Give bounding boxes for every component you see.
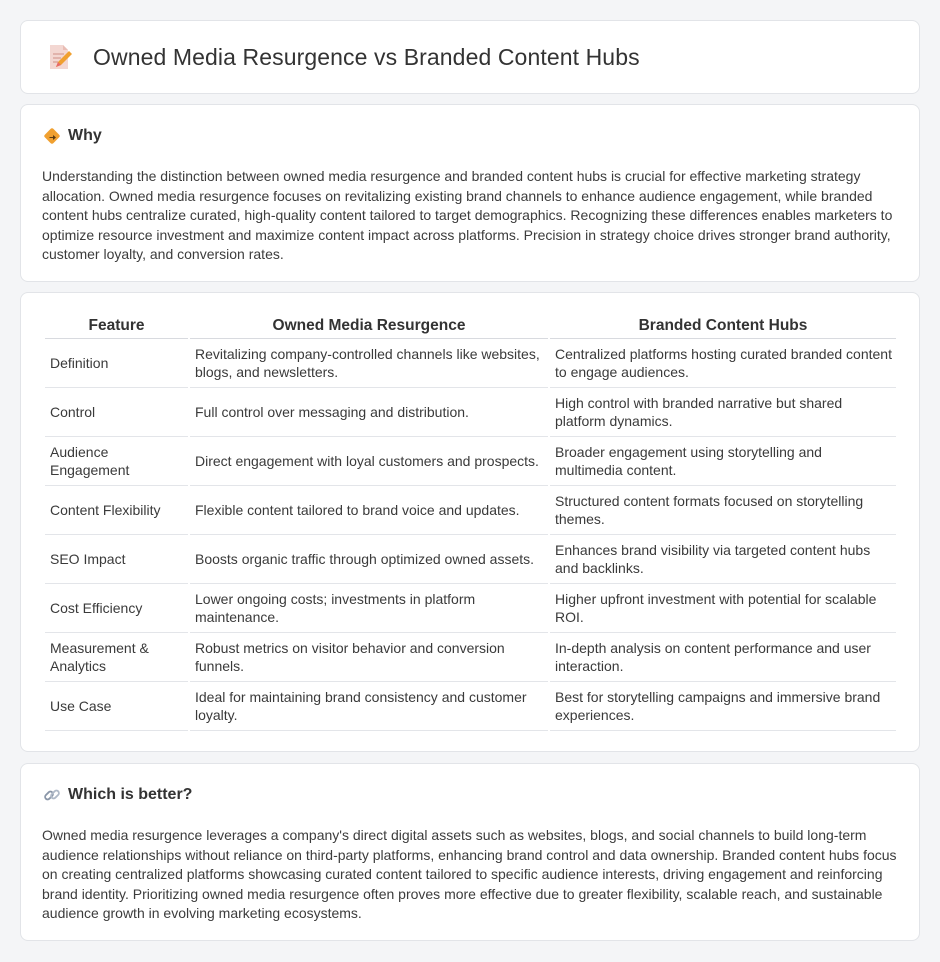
table-row — [45, 339, 896, 388]
table-row — [45, 584, 896, 633]
header-branded: Branded Content Hubs — [550, 317, 896, 339]
branded-cell: Centralized platforms hosting curated branded content to engage audiences. — [550, 339, 896, 388]
owned-cell: Lower ongoing costs; investments in platform maintenance. — [190, 584, 548, 633]
which-is-better-section — [20, 763, 920, 941]
table-header-row — [45, 317, 896, 339]
why-heading: Why — [68, 127, 102, 144]
table-row — [45, 486, 896, 535]
branded-cell: In-depth analysis on content performance and user interaction. — [550, 633, 896, 682]
comparison-section — [20, 292, 920, 752]
header-feature: Feature — [45, 317, 188, 339]
why-text: Understanding the distinction between owned media resurgence and branded content hubs is crucial for effective marketing strategy allocation. Owned media resurgence focuses on revitalizing existing brand channels to enhance audience engagement, while branded content hubs centralize curated, high-quality content tailored to target demographics. Recognizing these differences enables marketers to optimize resource investment and maximize content impact across platforms. Precision in strategy choice drives stronger brand authority, customer loyalty, and conversion rates. — [42, 168, 893, 262]
owned-cell: Full control over messaging and distribution. — [190, 388, 548, 437]
document-pen-icon — [47, 43, 73, 71]
link-icon — [43, 786, 61, 804]
page-title: Owned Media Resurgence vs Branded Content Hubs — [93, 43, 640, 70]
diamond-sign-icon — [43, 127, 61, 145]
table-row — [45, 633, 896, 682]
title-card — [20, 20, 920, 94]
owned-cell: Flexible content tailored to brand voice and updates. — [190, 486, 548, 535]
header-owned: Owned Media Resurgence — [190, 317, 548, 339]
feature-cell: Control — [45, 388, 188, 437]
table-row — [45, 388, 896, 437]
branded-cell: Best for storytelling campaigns and immersive brand experiences. — [550, 682, 896, 731]
owned-cell: Robust metrics on visitor behavior and conversion funnels. — [190, 633, 548, 682]
owned-cell: Direct engagement with loyal customers and prospects. — [190, 437, 548, 486]
table-row — [45, 437, 896, 486]
branded-cell: Enhances brand visibility via targeted content hubs and backlinks. — [550, 535, 896, 584]
feature-cell: Definition — [45, 339, 188, 388]
feature-cell: Use Case — [45, 682, 188, 731]
why-section — [20, 104, 920, 282]
owned-cell: Revitalizing company-controlled channels like websites, blogs, and newsletters. — [190, 339, 548, 388]
feature-cell: SEO Impact — [45, 535, 188, 584]
better-heading: Which is better? — [68, 786, 193, 803]
better-heading-row — [43, 786, 192, 804]
feature-cell: Content Flexibility — [45, 486, 188, 535]
table-row — [45, 682, 896, 731]
branded-cell: Broader engagement using storytelling and multimedia content. — [550, 437, 896, 486]
feature-cell: Cost Efficiency — [45, 584, 188, 633]
title-row — [47, 43, 640, 71]
owned-cell: Ideal for maintaining brand consistency and customer loyalty. — [190, 682, 548, 731]
branded-cell: High control with branded narrative but shared platform dynamics. — [550, 388, 896, 437]
comparison-table — [43, 317, 898, 731]
why-heading-row — [43, 127, 102, 145]
feature-cell: Audience Engagement — [45, 437, 188, 486]
better-text: Owned media resurgence leverages a company's direct digital assets such as websites, blogs, and social channels to build long-term audience relationships without reliance on third-party platforms, enhancing brand control and data ownership. Branded content hubs focus on creating centralized platforms showcasing curated content tailored to specific audience interests, driving engagement and reinforcing brand identity. Prioritizing owned media resurgence often proves more effective due to greater flexibility, scalable reach, and sustainable audience growth in evolving marketing ecosystems. — [42, 827, 897, 921]
owned-cell: Boosts organic traffic through optimized owned assets. — [190, 535, 548, 584]
branded-cell: Higher upfront investment with potential for scalable ROI. — [550, 584, 896, 633]
branded-cell: Structured content formats focused on storytelling themes. — [550, 486, 896, 535]
feature-cell: Measurement & Analytics — [45, 633, 188, 682]
table-row — [45, 535, 896, 584]
